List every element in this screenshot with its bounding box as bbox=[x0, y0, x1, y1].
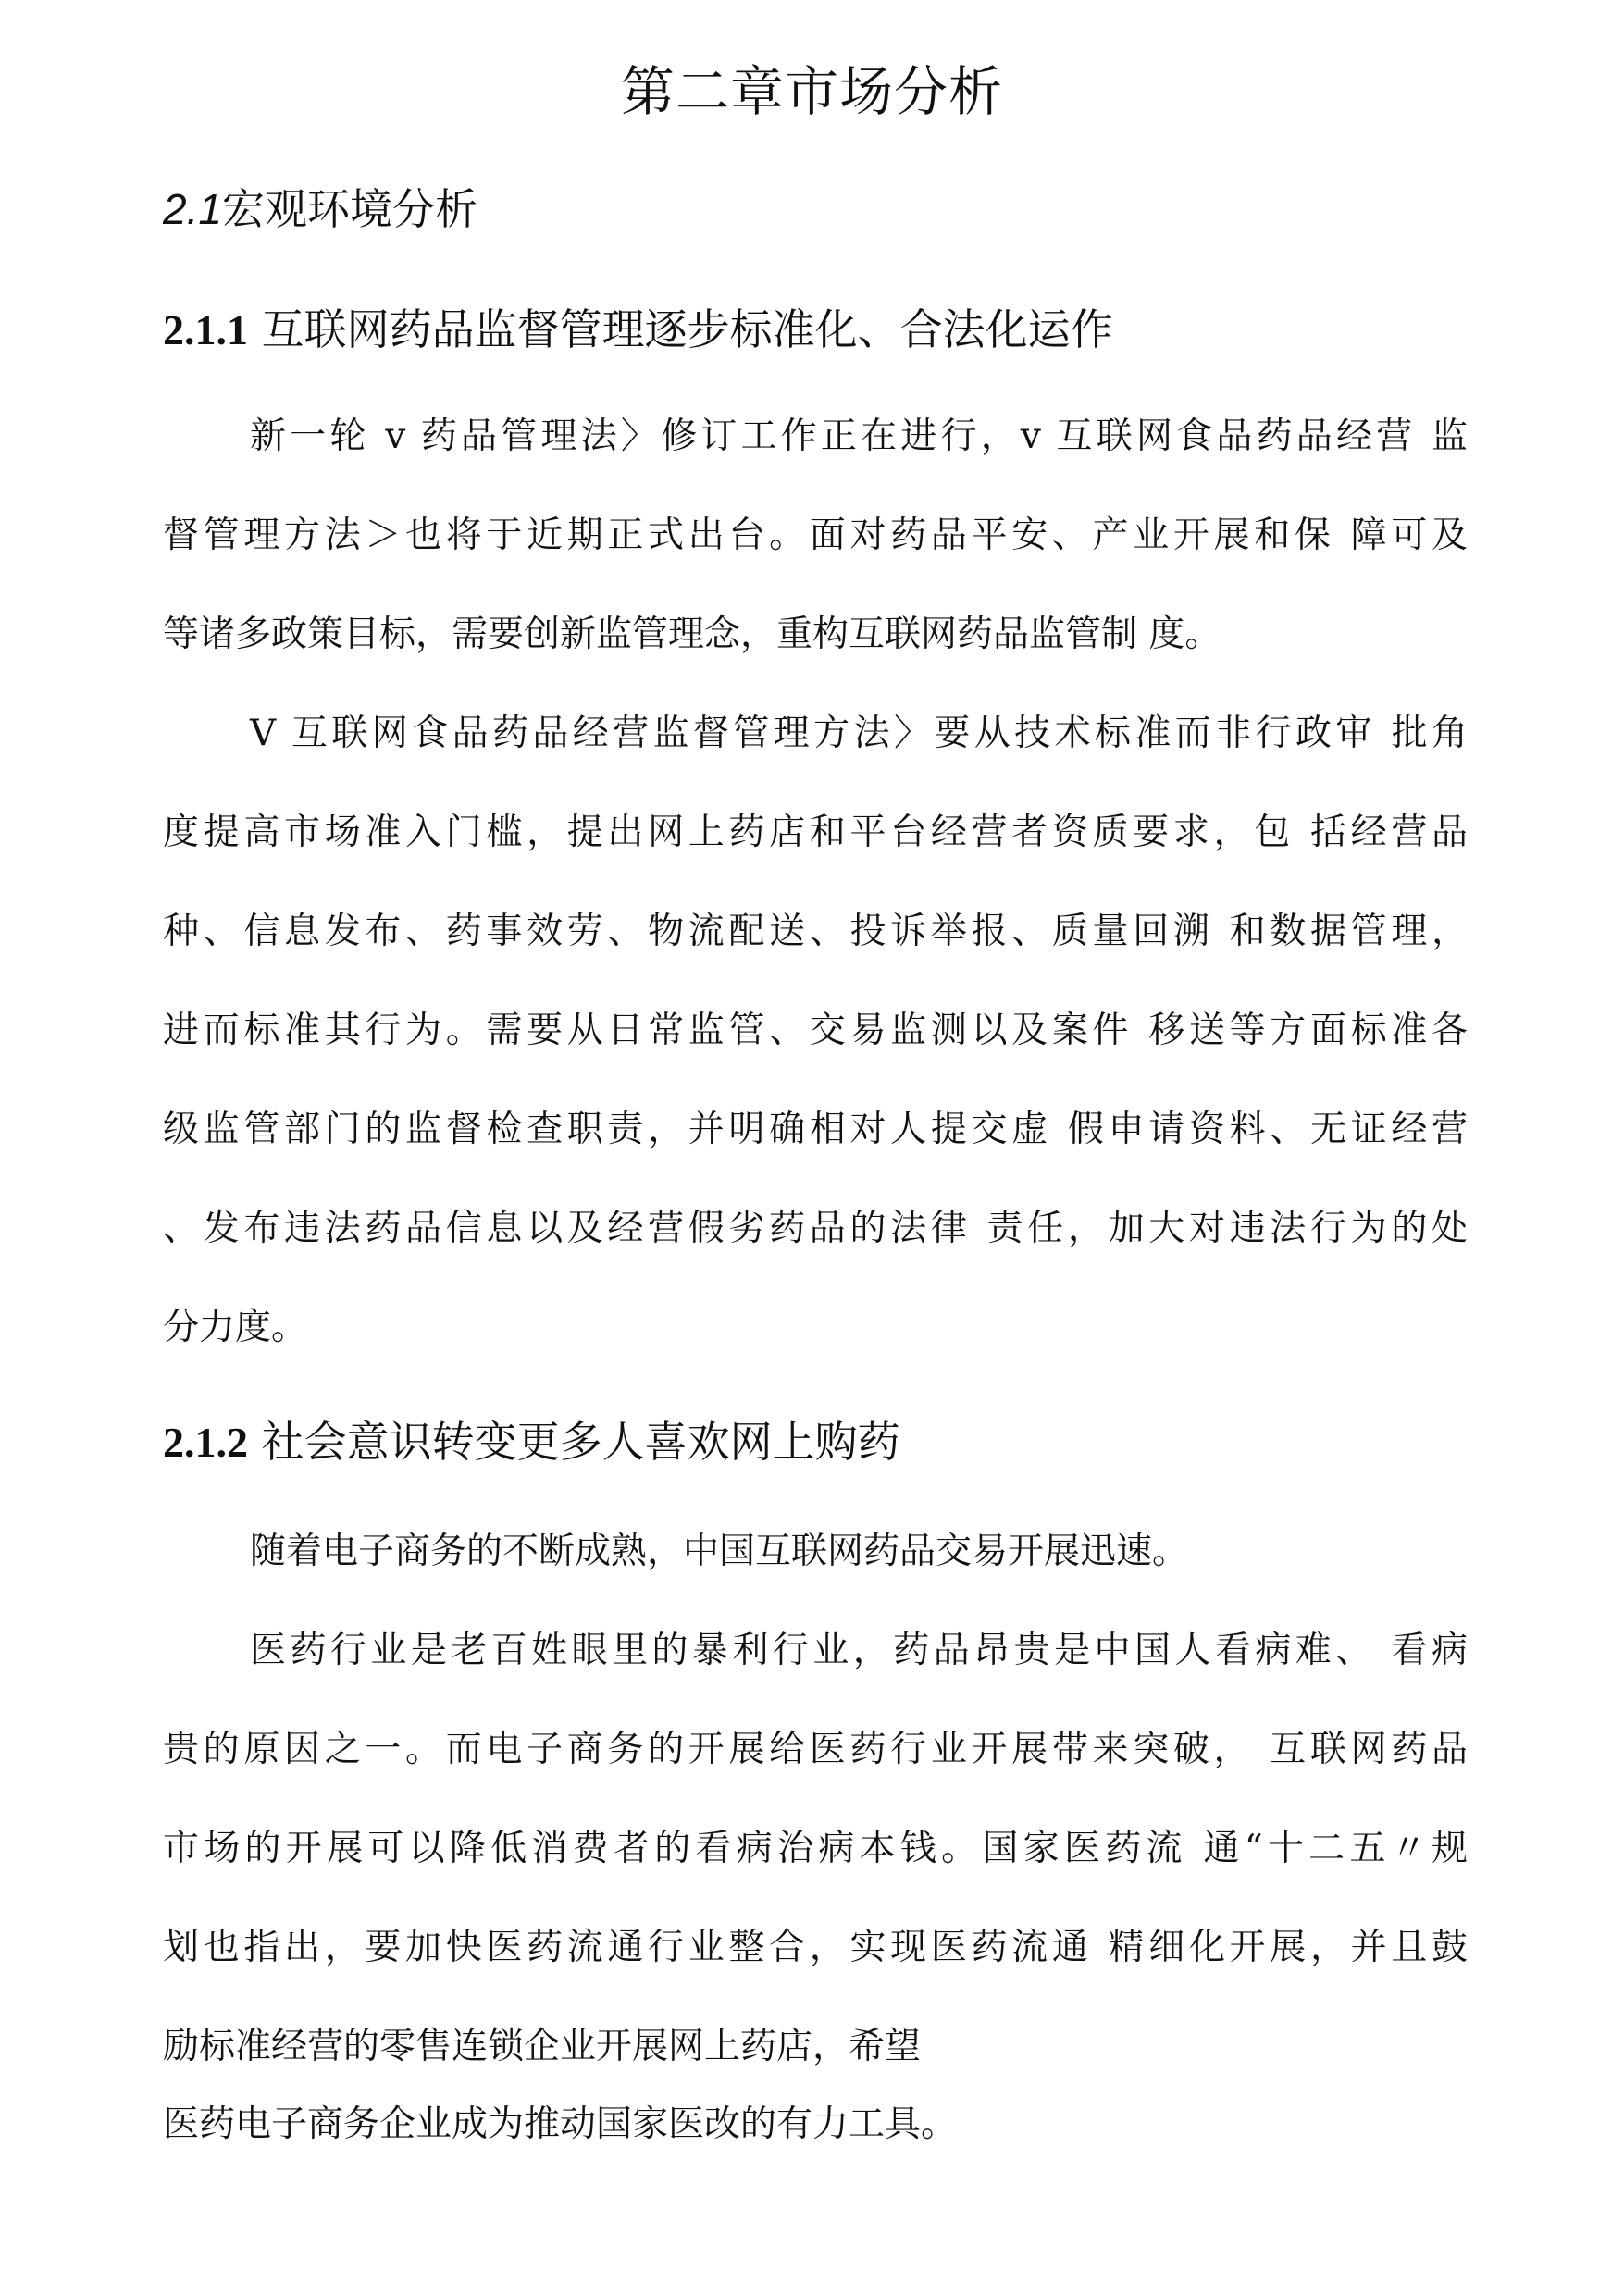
paragraph-line: 新一轮 v 药品管理法〉修订工作正在进行，v 互联网食品药品经营 监 bbox=[250, 416, 1468, 457]
paragraph-line: 随着电子商务的不断成熟，中国互联网药品交易开展迅速。 bbox=[250, 1531, 1189, 1572]
paragraph-line: 贵的原因之一。而电子商务的开展给医药行业开展带来突破， 互联网药品 bbox=[163, 1729, 1468, 1770]
paragraph-line: 度提高市场准入门槛，提出网上药店和平台经营者资质要求，包 括经营品 bbox=[163, 812, 1468, 853]
subsection-number: 2.1.2 bbox=[163, 1419, 248, 1466]
section-heading bbox=[163, 176, 477, 237]
paragraph-line: 励标准经营的零售连锁企业开展网上药店，希望 bbox=[163, 2026, 922, 2067]
subsection-heading bbox=[163, 296, 1113, 357]
paragraph-line: 种、信息发布、药事效劳、物流配送、投诉举报、质量回溯 和数据管理， bbox=[163, 911, 1468, 952]
paragraph-line: 分力度。 bbox=[163, 1307, 308, 1348]
paragraph-line: 医药电子商务企业成为推动国家医改的有力工具。 bbox=[163, 2103, 958, 2145]
paragraph-line: 划也指出，要加快医药流通行业整合，实现医药流通 精细化开展，并且鼓 bbox=[163, 1927, 1468, 1968]
chapter-title: 第二章市场分析 bbox=[620, 60, 1003, 123]
paragraph-line: 进而标准其行为。需要从日常监管、交易监测以及案件 移送等方面标准各 bbox=[163, 1010, 1468, 1051]
subsection-number: 2.1.1 bbox=[163, 306, 248, 354]
subsection-title: 社会意识转变更多人喜欢网上购药 bbox=[261, 1417, 900, 1467]
paragraph-line: 级监管部门的监督检查职责，并明确相对人提交虚 假申请资料、无证经营 bbox=[163, 1109, 1468, 1150]
section-number: 2.1 bbox=[163, 185, 222, 233]
paragraph-line: V 互联网食品药品经营监督管理方法〉要从技术标准而非行政审 批角 bbox=[250, 713, 1468, 754]
paragraph-line: 、发布违法药品信息以及经营假劣药品的法律 责任，加大对违法行为的处 bbox=[163, 1208, 1468, 1249]
paragraph-line: 医药行业是老百姓眼里的暴利行业，药品昂贵是中国人看病难、 看病 bbox=[250, 1630, 1468, 1671]
subsection-heading bbox=[163, 1408, 900, 1470]
section-title: 宏观环境分析 bbox=[221, 184, 477, 234]
paragraph-line: 督管理方法＞也将于近期正式出台。面对药品平安、产业开展和保 障可及 bbox=[163, 515, 1468, 556]
paragraph-line: 市场的开展可以降低消费者的看病治病本钱。国家医药流 通“十二五〃规 bbox=[163, 1828, 1468, 1869]
subsection-title: 互联网药品监督管理逐步标准化、合法化运作 bbox=[261, 304, 1113, 354]
paragraph-line: 等诸多政策目标，需要创新监管理念，重构互联网药品监管制 度。 bbox=[163, 614, 1221, 655]
